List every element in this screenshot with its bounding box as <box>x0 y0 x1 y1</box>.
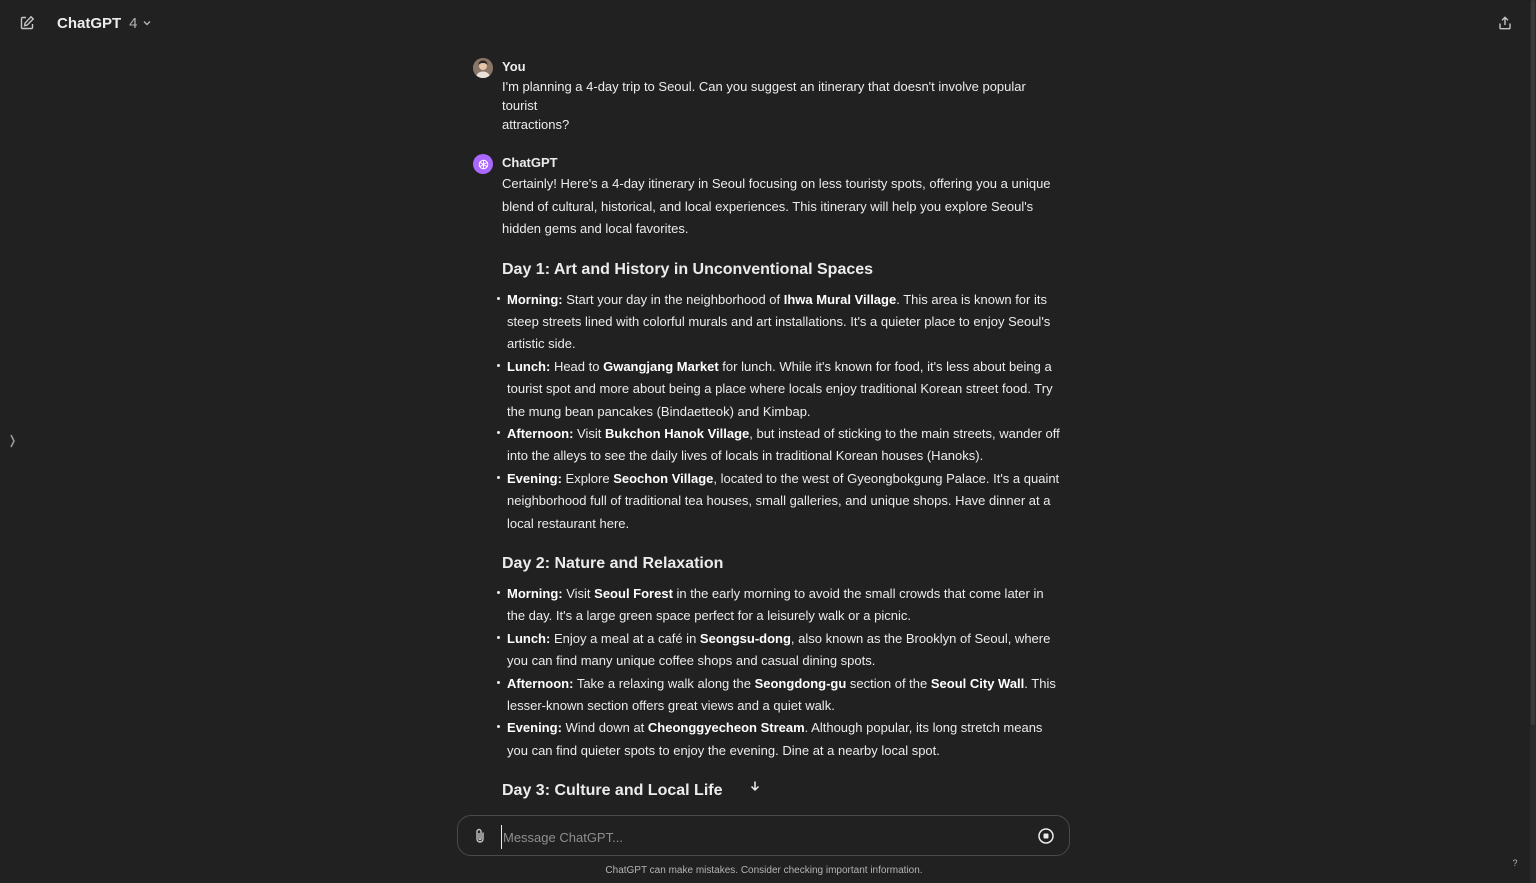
user-photo-icon <box>473 58 493 78</box>
message-text <box>502 77 1063 134</box>
model-name: ChatGPT <box>57 14 122 32</box>
arrow-down-icon <box>749 780 761 792</box>
user-avatar <box>473 58 493 78</box>
message-author: ChatGPT <box>502 155 558 170</box>
day-heading: Day 1: Art and History in Unconventional Spaces <box>502 260 874 278</box>
conversation-thread <box>473 58 1063 813</box>
user-message <box>473 58 1063 154</box>
list-item: Lunch: Head to Gwangjang Market for lunch. While it's known for food, it's less about being a tourist spot and more about being a place where locals enjoy traditional Korean street food. Try the mung bean pancakes (Bindaetteok) and Kimbap. <box>502 356 1063 423</box>
list-item: Morning: Start your day in the neighborhood of Ihwa Mural Village. This area is known for its steep streets lined with colorful murals and art installations. It's a quieter place to enjoy Seoul's artistic side. <box>502 289 1063 356</box>
disclaimer: ChatGPT can make mistakes. Consider checking important information. <box>605 865 923 876</box>
sidebar-toggle[interactable] <box>6 430 20 452</box>
day-heading: Day 3: Culture and Local Life <box>502 782 723 800</box>
list-item: Lunch: Enjoy a meal at a café in Seongsu-dong, also known as the Brooklyn of Seoul, where you can find many unique coffee shops and casual dining spots. <box>502 628 1063 673</box>
paperclip-icon <box>474 828 486 844</box>
scrollbar[interactable] <box>1530 0 1536 883</box>
list-item: Evening: Wind down at Cheonggyecheon Stream. Although popular, its long stretch means you can find quieter spots to enjoy the evening. Dine at a nearby local spot. <box>502 717 1063 762</box>
chatgpt-avatar <box>473 154 493 174</box>
message-input[interactable] <box>501 825 1025 849</box>
day-1-list <box>502 289 1063 535</box>
stop-generating-button[interactable] <box>1037 827 1055 845</box>
scroll-to-bottom-button[interactable] <box>741 772 769 800</box>
chevron-down-icon <box>142 18 152 28</box>
share-icon <box>1498 16 1512 30</box>
model-selector[interactable] <box>57 12 152 34</box>
model-version: 4 <box>129 14 138 32</box>
edit-icon <box>19 15 35 31</box>
openai-logo-icon <box>477 158 490 171</box>
intro-paragraph: Certainly! Here's a 4-day itinerary in Seoul focusing on less touristy spots, offering you a unique blend of cultural, historical, and local experiences. This itinerary will help you explore Seoul's hidden gems and local favorites. <box>502 176 1051 236</box>
message-line: I'm planning a 4-day trip to Seoul. Can you suggest an itinerary that doesn't involve popular tourist <box>502 79 1026 113</box>
attach-button[interactable] <box>470 826 490 846</box>
new-chat-button[interactable] <box>12 8 42 38</box>
share-button[interactable] <box>1490 8 1520 38</box>
help-button[interactable]: ? <box>1512 858 1518 868</box>
list-item: Evening: Explore Seochon Village, located to the west of Gyeongbokgung Palace. It's a quaint neighborhood full of traditional tea houses, small galleries, and unique shops. Have dinner at a local restaurant here. <box>502 468 1063 535</box>
assistant-message <box>473 154 1063 802</box>
scrollbar-thumb[interactable] <box>1531 0 1535 725</box>
list-item: Afternoon: Take a relaxing walk along the Seongdong-gu section of the Seoul City Wall. This lesser-known section offers great views and a quiet walk. <box>502 673 1063 718</box>
list-item: Afternoon: Visit Bukchon Hanok Village, but instead of sticking to the main streets, wander off into the alleys to see the daily lives of locals in traditional Korean houses (Hanoks). <box>502 423 1063 468</box>
sidebar-toggle-icon <box>9 433 17 449</box>
message-line: attractions? <box>502 117 570 132</box>
message-author: You <box>502 59 526 74</box>
composer <box>457 815 1070 856</box>
stop-icon <box>1038 828 1054 844</box>
day-heading: Day 2: Nature and Relaxation <box>502 554 724 572</box>
day-2-list <box>502 583 1063 762</box>
list-item: Morning: Visit Seoul Forest in the early morning to avoid the small crowds that come later in the day. It's a large green space perfect for a leisurely walk or a picnic. <box>502 583 1063 628</box>
